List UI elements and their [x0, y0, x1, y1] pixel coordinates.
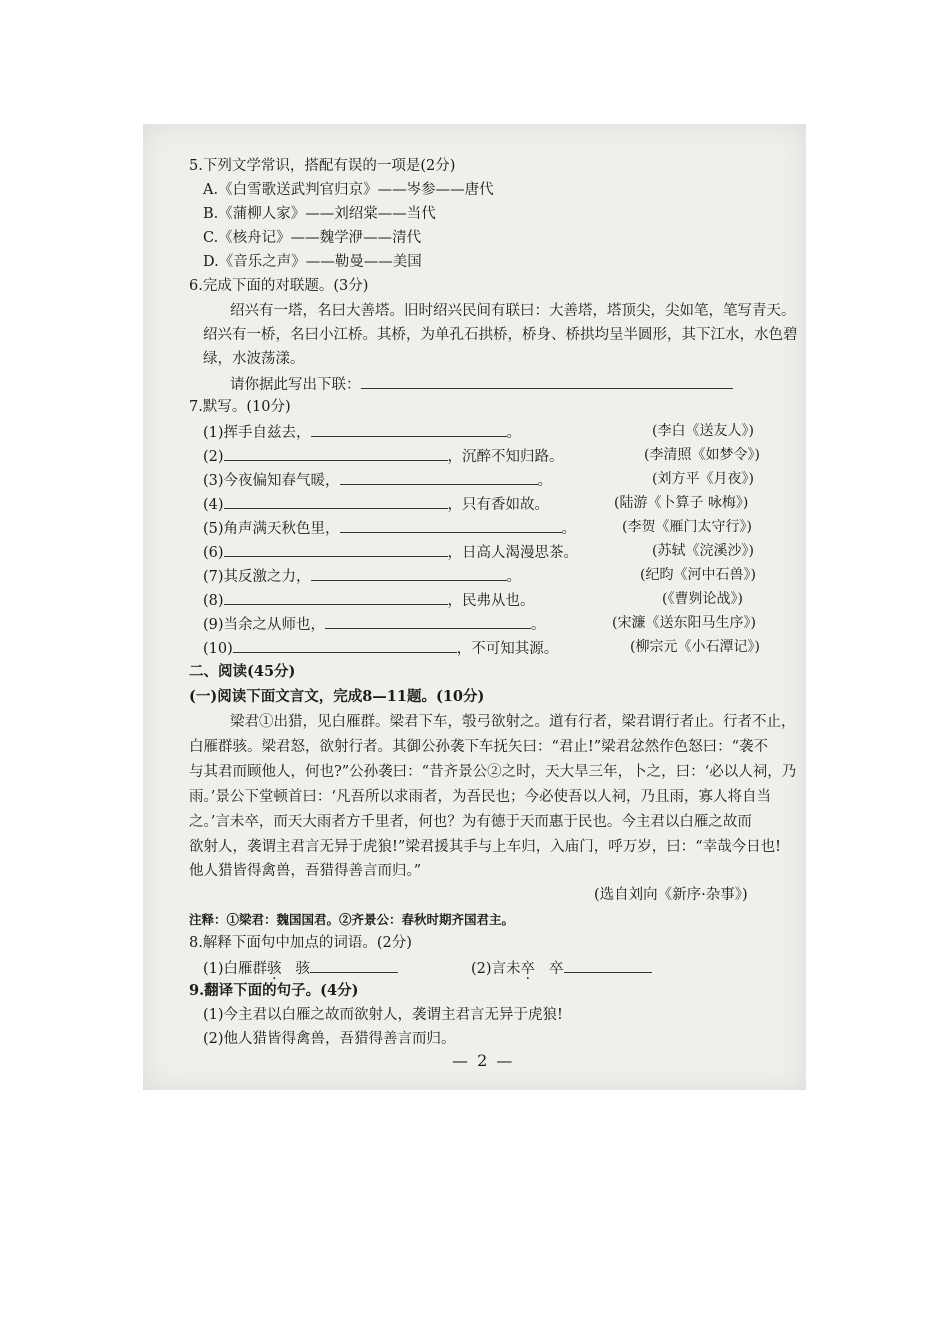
item-text: 。	[531, 617, 546, 633]
q7-source: (李白《送友人》)	[652, 423, 754, 439]
q6-stem: 6.完成下面的对联题。(3分)	[189, 278, 369, 294]
q7-source: (柳宗元《小石潭记》)	[630, 639, 760, 655]
q5-option-c: C.《核舟记》——魏学洢——清代	[203, 230, 422, 246]
item-text: (1)白雁群	[203, 961, 268, 977]
q6-answer-line	[230, 374, 733, 394]
item-number: (4)	[203, 497, 224, 513]
q8-stem: 8.解释下面句中加点的词语。(2分)	[189, 935, 412, 951]
q7-source: (宋濂《送东阳马生序》)	[612, 615, 756, 631]
item-text: 挥手自兹去，	[223, 425, 311, 441]
passage-line: 之。’言未卒，而天大雨者方千里者，何也？为有德于天而惠于民也。今主君以白雁之故而	[189, 814, 752, 830]
q5-option-a: A.《白雪歌送武判官归京》——岑参——唐代	[203, 182, 494, 198]
q7-source: (陆游《卜算子 咏梅》)	[614, 495, 749, 511]
item-text: 。	[537, 473, 553, 489]
fill-blank[interactable]	[224, 542, 448, 557]
q7-item	[203, 566, 521, 586]
annotation-note: 注释：①梁君：魏国国君。②齐景公：春秋时期齐国君主。	[189, 912, 515, 927]
q7-item	[203, 518, 576, 538]
item-text: ，只有香如故。	[447, 497, 550, 513]
section-heading: 二、阅读(45分)	[189, 663, 296, 680]
fill-blank[interactable]	[564, 958, 652, 973]
item-text: 今夜偏知春气暖，	[223, 473, 340, 489]
passage-line: 雨。’景公下堂顿首曰：‘凡吾所以求雨者，为吾民也；今必使吾以人祠，乃且雨，寡人将自当	[189, 789, 771, 805]
dotted-word: 骇	[267, 961, 282, 977]
item-text: ，民弗从也。	[447, 593, 535, 609]
item-text: 。	[561, 521, 577, 537]
item-text: ，沉醉不知归路。	[447, 449, 564, 465]
passage-line: 与其君而顾他人，何也?”公孙袭曰：“昔齐景公②之时，天大旱三年，卜之，曰：‘必以人祠，乃	[189, 764, 797, 780]
item-text: 。	[506, 569, 522, 585]
q8-item-2	[471, 958, 652, 978]
item-number: (9)	[203, 617, 224, 633]
fill-blank[interactable]	[224, 590, 448, 605]
item-number: (6)	[203, 545, 224, 561]
q7-item	[203, 494, 549, 514]
item-number: (5)	[203, 521, 224, 537]
fill-blank[interactable]	[224, 494, 448, 509]
q5-option-d: D.《音乐之声》——勒曼——美国	[203, 254, 422, 270]
q7-source: (苏轼《浣溪沙》)	[652, 543, 754, 559]
item-text: ，日高人渴漫思茶。	[447, 545, 579, 561]
q6-answer-blank[interactable]	[361, 374, 733, 389]
q5-option-b: B.《蒲柳人家》——刘绍棠——当代	[203, 206, 436, 222]
q6-prompt: 请你据此写出下联：	[230, 377, 361, 393]
q7-source: (李贺《雁门太守行》)	[622, 519, 752, 535]
q7-source: (李清照《如梦令》)	[644, 447, 760, 463]
fill-blank[interactable]	[311, 566, 507, 581]
q7-item	[203, 614, 546, 634]
item-number: (2)	[203, 449, 224, 465]
q7-item	[203, 590, 535, 610]
q9-item: (2)他人猎皆得禽兽，吾猎得善言而归。	[203, 1031, 456, 1047]
passage-line: 梁君①出猎，见白雁群。梁君下车，彀弓欲射之。道有行者，梁君谓行者止。行者不止，	[230, 714, 796, 730]
fill-blank[interactable]	[340, 518, 562, 533]
q5-stem: 5.下列文学常识，搭配有误的一项是(2分)	[189, 158, 456, 174]
q7-source: (纪昀《河中石兽》)	[640, 567, 756, 583]
q7-item	[203, 446, 564, 466]
page-number: — 2 —	[452, 1051, 515, 1070]
q9-item: (1)今主君以白雁之故而欲射人，袭谓主君言无异于虎狼!	[203, 1007, 563, 1023]
q7-stem: 7.默写。(10分)	[189, 399, 291, 415]
fill-blank[interactable]	[233, 638, 457, 653]
q7-source: (《曹刿论战》)	[662, 591, 743, 607]
q6-paragraph-line: 绿，水波荡漾。	[203, 351, 305, 367]
q7-item	[203, 422, 521, 442]
item-text: 。	[506, 425, 522, 441]
item-number: (10)	[203, 641, 233, 657]
q7-item	[203, 638, 558, 658]
subsection-heading: (一)阅读下面文言文，完成8—11题。(10分)	[189, 688, 485, 705]
item-text: 卒	[549, 961, 564, 977]
q7-item	[203, 542, 578, 562]
item-text: 当余之从师也，	[223, 617, 326, 633]
item-number: (8)	[203, 593, 224, 609]
passage-line: 他人猎皆得禽兽，吾猎得善言而归。”	[189, 863, 422, 879]
fill-blank[interactable]	[310, 958, 398, 973]
item-number: (1)	[203, 425, 224, 441]
item-number: (7)	[203, 569, 224, 585]
q7-source: (刘方平《月夜》)	[652, 471, 754, 487]
fill-blank[interactable]	[311, 422, 507, 437]
item-text: 骇	[295, 961, 311, 977]
item-number: (3)	[203, 473, 224, 489]
fill-blank[interactable]	[325, 614, 531, 629]
q6-paragraph-line: 绍兴有一塔，名曰大善塔。旧时绍兴民间有联曰：大善塔，塔顶尖，尖如笔，笔写青天。	[230, 303, 796, 319]
dotted-word: 卒	[520, 961, 536, 977]
passage-line: 白雁群骇。梁君怒，欲射行者。其御公孙袭下车抚矢曰：“君止!”梁君忿然作色怒曰：“袭不	[189, 739, 769, 755]
fill-blank[interactable]	[340, 470, 538, 485]
q8-item-1	[203, 958, 398, 978]
q9-stem: 9.翻译下面的句子。(4分)	[189, 982, 359, 999]
fill-blank[interactable]	[224, 446, 448, 461]
item-text: 角声满天秋色里，	[223, 521, 340, 537]
item-text: ，不可知其源。	[456, 641, 559, 657]
passage-line: 欲射人，袭谓主君言无异于虎狼!”梁君援其手与上车归，入庙门，呼万岁，曰：“幸哉今日也!	[189, 839, 781, 855]
item-text: (2)言未	[471, 961, 521, 977]
passage-source: (选自刘向《新序·杂事》)	[594, 887, 748, 903]
item-text: 其反激之力，	[223, 569, 311, 585]
q6-paragraph-line: 绍兴有一桥，名曰小江桥。其桥，为单孔石拱桥，桥身、桥拱均呈半圆形，其下江水，水色碧	[203, 327, 798, 343]
q7-item	[203, 470, 552, 490]
